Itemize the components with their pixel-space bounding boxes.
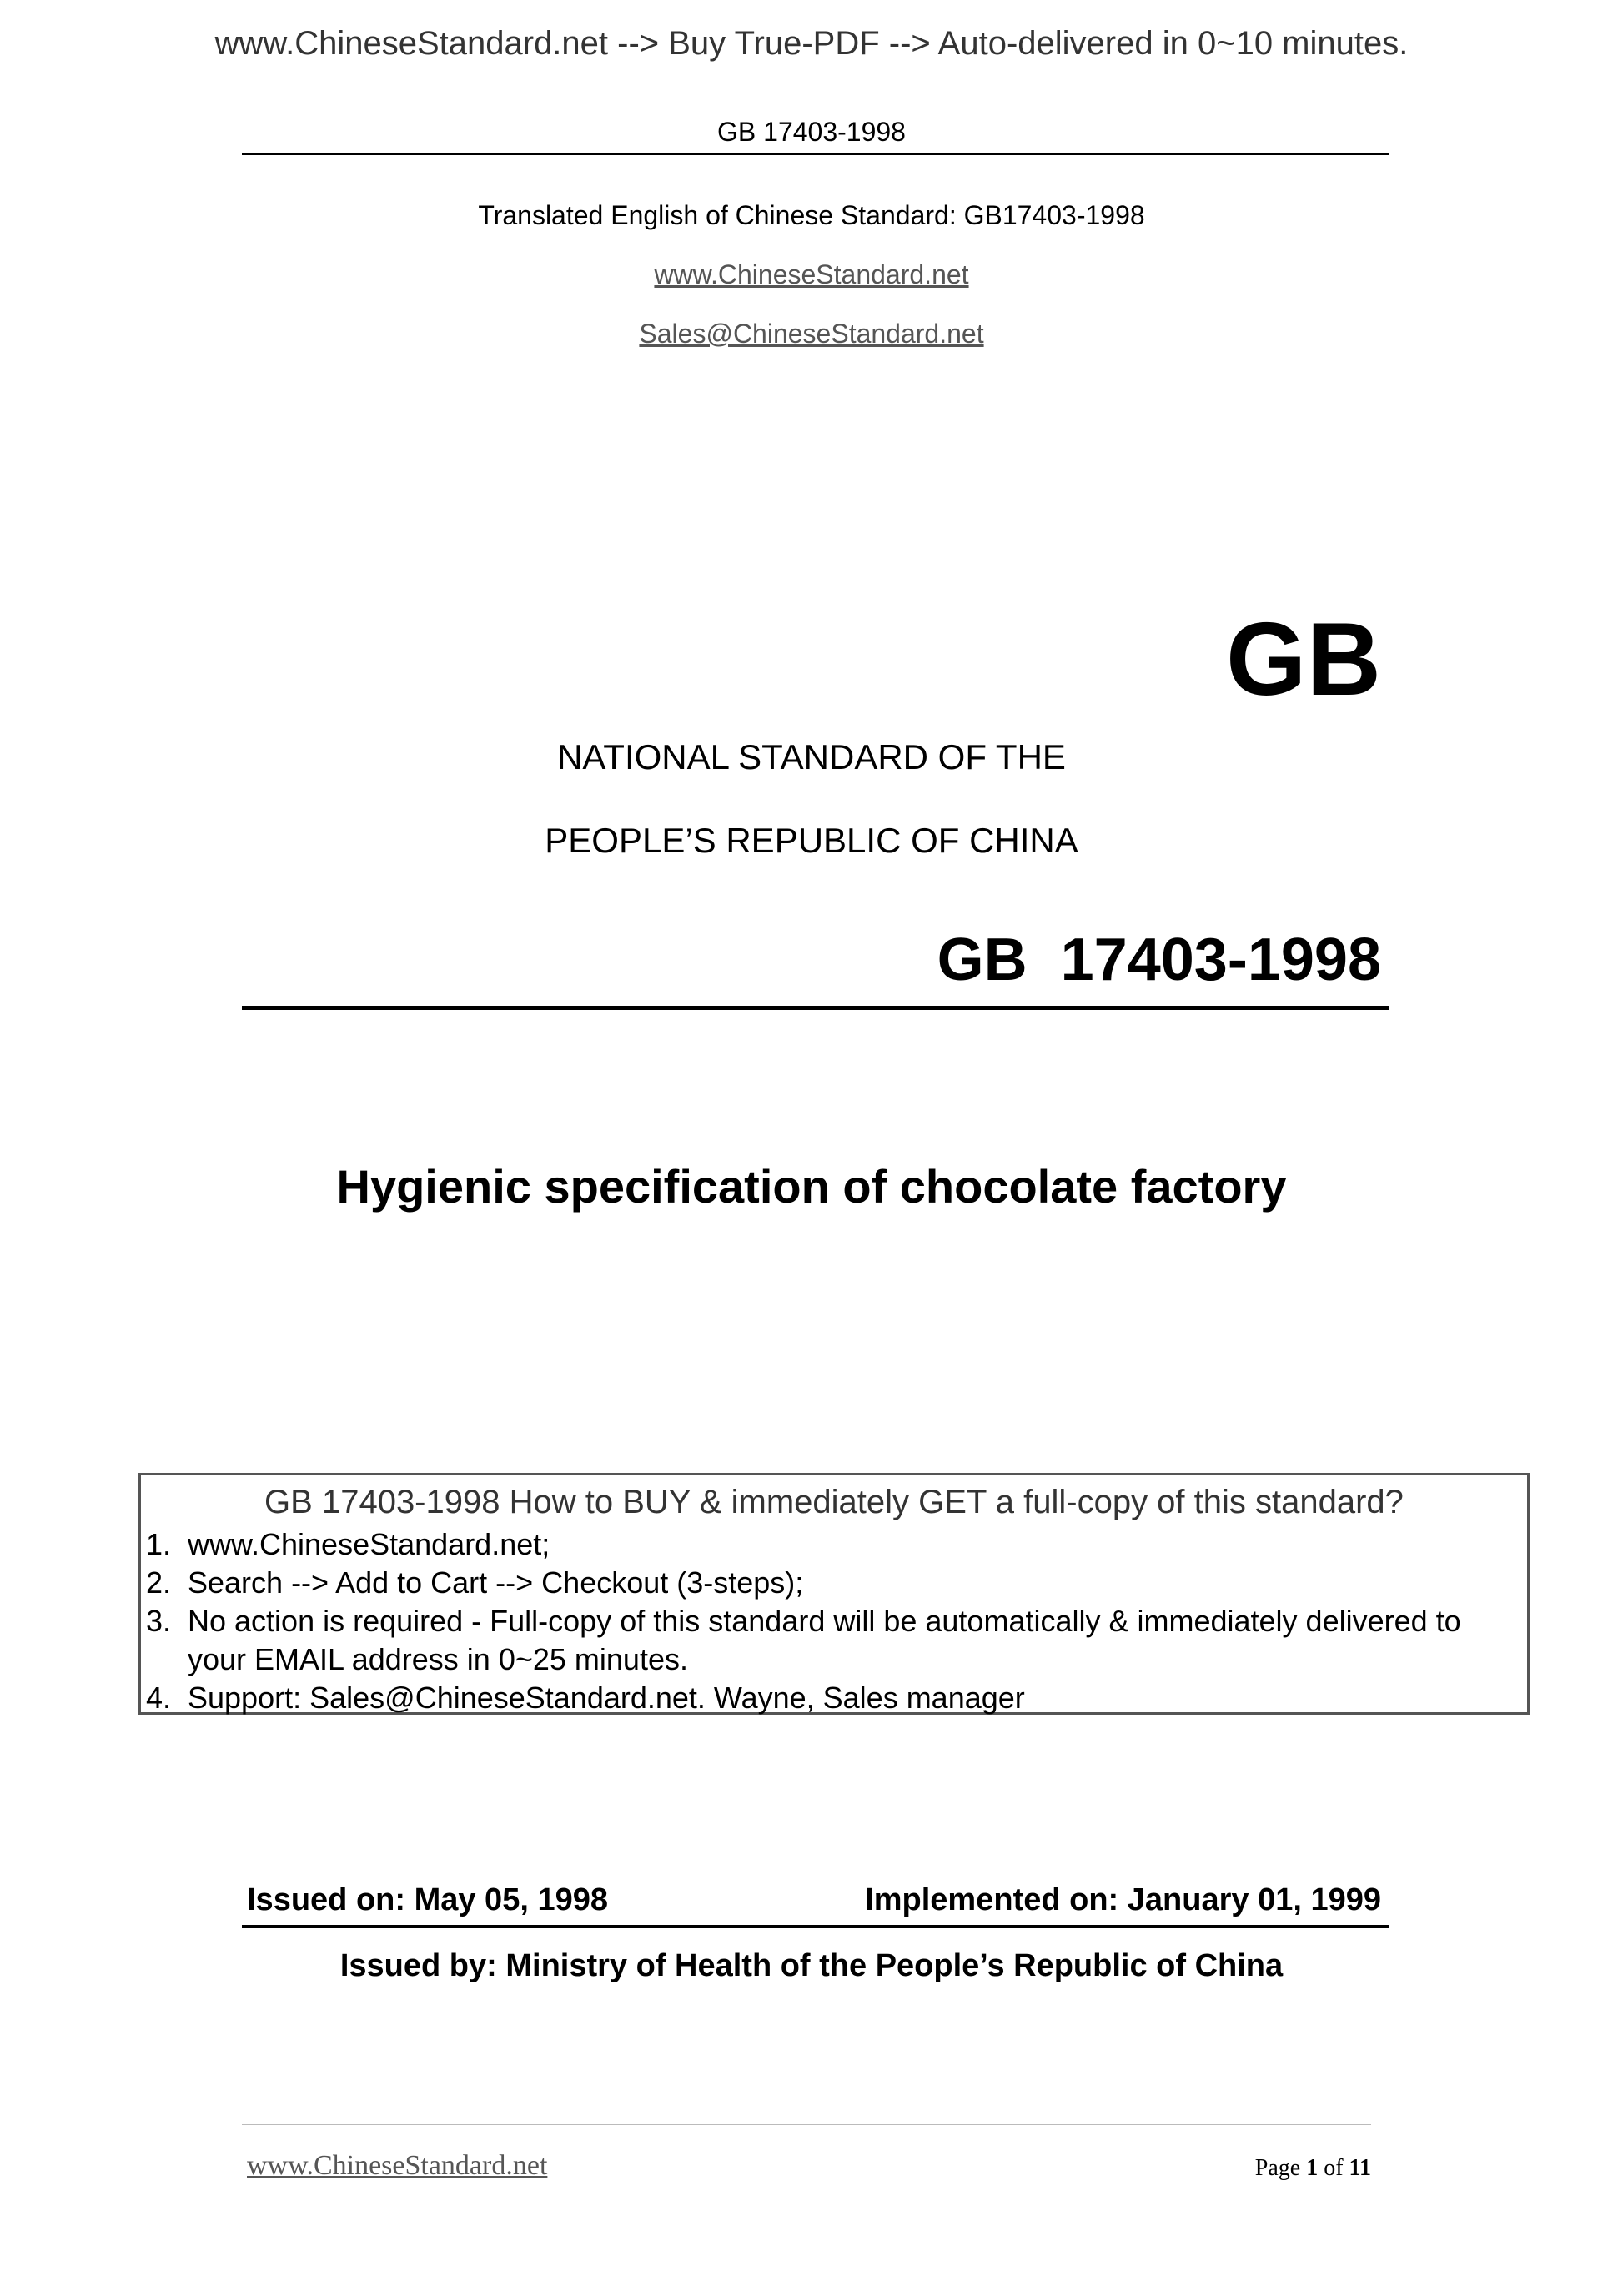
buy-box-title: GB 17403-1998 How to BUY & immediately GET a full-copy of this standard? bbox=[264, 1484, 1404, 1520]
issued-on-date: Issued on: May 05, 1998 bbox=[247, 1882, 608, 1917]
national-standard-line-2: PEOPLE’S REPUBLIC OF CHINA bbox=[545, 821, 1078, 860]
email-link[interactable]: Sales@ChineseStandard.net bbox=[639, 319, 984, 349]
buy-step: 2. Search --> Add to Cart --> Checkout (3-steps); bbox=[146, 1565, 804, 1600]
buy-instructions-box bbox=[138, 1473, 1530, 1715]
dates-divider bbox=[242, 1925, 1389, 1928]
document-title: Hygienic specification of chocolate factory bbox=[336, 1160, 1287, 1213]
issuing-authority: Issued by: Ministry of Health of the People’s Republic of China bbox=[339, 1948, 1284, 1983]
gb-mark: GB bbox=[1226, 602, 1381, 717]
buy-step: 1. www.ChineseStandard.net; bbox=[146, 1527, 550, 1561]
header-divider bbox=[242, 153, 1389, 155]
title-divider bbox=[242, 1006, 1389, 1010]
buy-step: 4. Support: Sales@ChineseStandard.net. Wayne, Sales manager bbox=[146, 1681, 1025, 1715]
buy-step: 3. No action is required - Full-copy of this standard will be automatically & immediately delivered to your EMAIL address in 0~25 minutes. bbox=[146, 1604, 1461, 1676]
national-standard-line-1: NATIONAL STANDARD OF THE bbox=[557, 737, 1066, 776]
top-banner: www.ChineseStandard.net --> Buy True-PDF --> Auto-delivered in 0~10 minutes. bbox=[214, 25, 1409, 62]
standard-code: GB 17403-1998 bbox=[937, 927, 1381, 993]
translated-line: Translated English of Chinese Standard: GB17403-1998 bbox=[478, 200, 1145, 230]
page-number: Page 1 of 11 bbox=[1254, 2155, 1371, 2181]
header-standard-number: GB 17403-1998 bbox=[717, 117, 906, 147]
footer-divider bbox=[242, 2124, 1371, 2125]
footer-website-link[interactable]: www.ChineseStandard.net bbox=[247, 2150, 548, 2181]
website-link[interactable]: www.ChineseStandard.net bbox=[654, 259, 969, 289]
buy-steps-list bbox=[146, 1525, 1522, 1717]
implemented-on-date: Implemented on: January 01, 1999 bbox=[865, 1882, 1381, 1917]
